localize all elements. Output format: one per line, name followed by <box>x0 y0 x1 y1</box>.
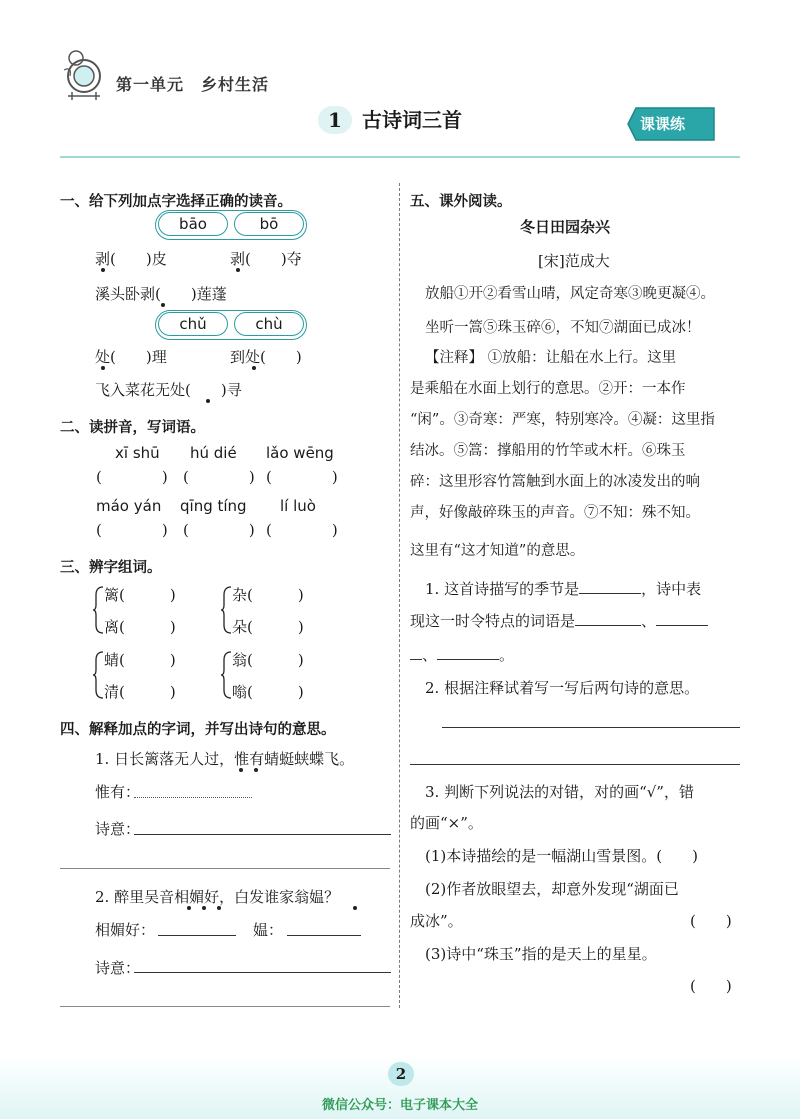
footer-text: 微信公众号：电子课本大全 <box>321 1098 478 1113</box>
question-line: 溪头卧剥( )莲蓬 <box>95 285 227 303</box>
section5-title: 五、课外阅读。 <box>410 194 512 210</box>
brace-icon <box>92 585 104 635</box>
emphasis-dot <box>101 366 105 370</box>
section3-title: 三、辨字组词。 <box>60 560 162 576</box>
section4-title: 四、解释加点的字词，并写出诗句的意思。 <box>60 722 336 738</box>
pinyin: hú dié <box>190 444 237 462</box>
pinyin-option: chù <box>234 312 304 336</box>
emphasis-dot <box>206 399 210 403</box>
q1-part: 现这一时令特点的词语是 <box>410 612 576 630</box>
judge-item: (3)诗中“珠玉”指的是天上的星星。 <box>425 945 657 963</box>
lesson-title-text: 古诗词三首 <box>362 108 462 132</box>
question-separator <box>60 868 390 869</box>
lesson-number: 1 <box>318 106 352 134</box>
q1-part: 、 <box>422 646 438 664</box>
note-line: 碎：这里形容竹篙触到水面上的冰凌发出的响 <box>410 474 700 490</box>
poem-line: 放船①开②看雪山晴，风定奇寒③晚更凝④。 <box>425 286 715 302</box>
poem-line: 坐听一篙⑤珠玉碎⑥，不知⑦湖面已成冰！ <box>425 320 701 336</box>
note-line: 结冰。⑤篙：撑船用的竹竿或木杆。⑥珠玉 <box>410 443 686 459</box>
emphasis-dot <box>161 303 165 307</box>
word-group-item: 篱( ) <box>104 586 176 604</box>
answer-line[interactable] <box>134 797 252 798</box>
word-group-item: 蜻( ) <box>104 651 176 669</box>
pinyin-option: chǔ <box>158 312 228 336</box>
q3-text: 的画“×”。 <box>410 814 483 832</box>
q1-part: 、 <box>641 612 657 630</box>
judge-item: 成冰”。 <box>410 912 463 930</box>
pinyin: lí luò <box>280 497 316 515</box>
answer-blank[interactable] <box>437 645 499 660</box>
word-group-item: 清( ) <box>104 683 176 701</box>
header-rule <box>60 156 740 158</box>
answer-label: 惟有： <box>95 783 141 801</box>
section2-title: 二、读拼音，写词语。 <box>60 420 205 436</box>
note-line: “闲”。③奇寒：严寒，特别寒冷。④凝：这里指 <box>410 412 715 428</box>
mascot-illustration <box>60 46 106 104</box>
question-line: 处( )理 <box>95 348 167 366</box>
word-group-item: 嗡( ) <box>232 683 304 701</box>
brace-icon <box>92 650 104 700</box>
emphasis-dot <box>101 268 105 272</box>
answer-line[interactable] <box>442 727 740 728</box>
answer-paren[interactable]: ( ) <box>266 468 338 486</box>
emphasis-dot <box>217 906 221 910</box>
q1-text <box>410 610 708 631</box>
lesson-title <box>318 104 462 134</box>
pinyin: lǎo wēng <box>266 444 334 462</box>
unit-title: 第一单元 乡村生活 <box>116 75 270 94</box>
pinyin-option: bāo <box>158 212 228 236</box>
pinyin: xī shū <box>115 444 160 462</box>
answer-blank[interactable] <box>656 611 708 626</box>
practice-tag <box>626 106 718 142</box>
word-group-item: 离( ) <box>104 618 176 636</box>
emphasis-dot <box>254 768 258 772</box>
question-line: 飞入菜花无处( )寻 <box>95 381 242 399</box>
q1-part: 。 <box>499 646 515 664</box>
answer-paren[interactable]: ( ) <box>96 468 168 486</box>
answer-paren[interactable]: ( ) <box>96 521 168 539</box>
brace-icon <box>220 650 232 700</box>
answer-paren[interactable]: ( ) <box>183 521 255 539</box>
pinyin: máo yán <box>96 497 162 515</box>
answer-label: 诗意： <box>95 820 141 838</box>
answer-label: 诗意： <box>95 959 141 977</box>
note-line: 是乘船在水面上划行的意思。②开：一本作 <box>410 381 686 397</box>
emphasis-dot <box>353 906 357 910</box>
word-group-item: 翁( ) <box>232 651 304 669</box>
judge-paren[interactable]: ( ) <box>690 912 732 930</box>
answer-label: 相媚好： <box>95 921 156 939</box>
answer-paren[interactable]: ( ) <box>183 468 255 486</box>
emphasis-dot <box>202 906 206 910</box>
q1-text <box>425 578 701 599</box>
answer-line[interactable] <box>410 764 740 765</box>
word-group-item: 朵( ) <box>232 618 304 636</box>
answer-label: 媪： <box>253 921 284 939</box>
q1-part: 1. 这首诗描写的季节是 <box>425 580 580 598</box>
answer-line[interactable] <box>134 834 391 835</box>
poem-author: [宋]范成大 <box>538 252 610 270</box>
judge-item: (2)作者放眼望去，却意外发现“湖面已 <box>425 880 679 898</box>
poem-line-question: 1. 日长篱落无人过，惟有蜻蜓蛱蝶飞。 <box>95 750 355 768</box>
answer-blank[interactable] <box>410 645 422 660</box>
emphasis-dot <box>187 906 191 910</box>
answer-blank[interactable] <box>575 611 641 626</box>
page-number: 2 <box>388 1062 414 1086</box>
answer-line[interactable] <box>287 935 361 936</box>
answer-blank[interactable] <box>579 579 641 594</box>
answer-line[interactable] <box>158 935 236 936</box>
emphasis-dot <box>252 366 256 370</box>
practice-tag-label: 课课练 <box>640 115 686 133</box>
q1-part: ，诗中表 <box>641 580 702 598</box>
question-line: 到处( ) <box>230 348 302 366</box>
pinyin: qīng tíng <box>180 497 247 515</box>
emphasis-dot <box>236 268 240 272</box>
q1-text <box>410 644 514 665</box>
note-line: 声，好像敲碎珠玉的声音。⑦不知：殊不知。 <box>410 505 700 521</box>
judge-paren[interactable]: ( ) <box>690 977 732 995</box>
pinyin-option: bō <box>234 212 304 236</box>
brace-icon <box>220 585 232 635</box>
q2-text: 2. 根据注释试着写一写后两句诗的意思。 <box>425 679 700 697</box>
question-line: 剥( )皮 <box>95 250 167 268</box>
question-line: 剥( )夺 <box>230 250 302 268</box>
note-line: 【注释】 ①放船：让船在水上行。这里 <box>425 350 677 366</box>
word-group-item: 杂( ) <box>232 586 304 604</box>
poem-title: 冬日田园杂兴 <box>520 218 611 236</box>
section1-title: 一、给下列加点字选择正确的读音。 <box>60 194 292 210</box>
answer-paren[interactable]: ( ) <box>266 521 338 539</box>
question-separator <box>60 1006 390 1007</box>
q3-text: 3. 判断下列说法的对错，对的画“√”，错 <box>425 783 694 801</box>
column-divider <box>399 183 400 1008</box>
emphasis-dot <box>239 768 243 772</box>
note-line: 这里有“这才知道”的意思。 <box>410 543 585 559</box>
judge-item: (1)本诗描绘的是一幅湖山雪景图。( ) <box>425 847 698 865</box>
poem-line-question: 2. 醉里吴音相媚好，白发谁家翁媪？ <box>95 888 340 906</box>
answer-line[interactable] <box>134 972 391 973</box>
